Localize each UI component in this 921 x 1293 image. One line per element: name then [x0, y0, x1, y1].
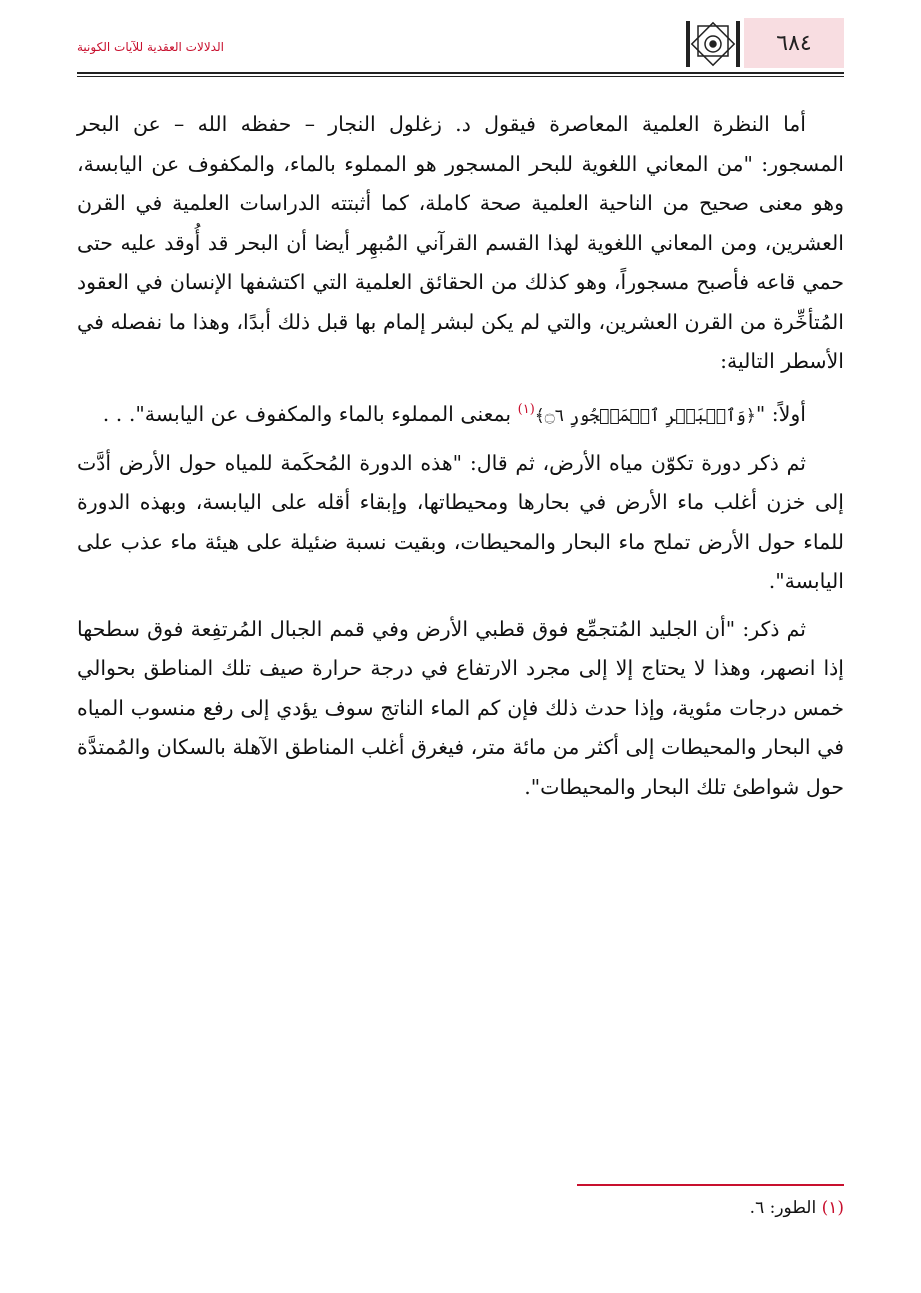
- footnote: [750, 1198, 844, 1218]
- running-title: الدلالات العقدية للآيات الكونية: [77, 40, 224, 54]
- footnote-separator: [577, 1184, 844, 1186]
- paragraph-2: ثم ذكر دورة تكوّن مياه الأرض، ثم قال: "هذه الدورة المُحكَمة للمياه حول الأرض أدَّت إلى خزن أغلب ماء الأرض في بحارها ومحيطاتها، وإبقاء أقله على اليابسة، وبهذه الدورة للماء حول الأرض تملح ماء البحار والمحيطات، وبقيت نسبة ضئيلة على هيئة ماء عذب على اليابسة".: [77, 450, 844, 594]
- islamic-ornament-icon: [685, 20, 741, 68]
- quote-prefix: أولاً: ": [755, 401, 806, 426]
- quran-verse: ﴿وَٱلۡبَحۡرِ ٱلۡمَسۡجُورِ ۝٦﴾: [534, 405, 756, 426]
- main-text: [77, 105, 844, 807]
- footnote-text: الطور: ٦.: [749, 1198, 822, 1218]
- page-header: [77, 18, 844, 70]
- quote-paragraph: [77, 390, 844, 436]
- paragraph-1: أما النظرة العلمية المعاصرة فيقول د. زغلول النجار – حفظه الله – عن البحر المسجور: "من المعاني اللغوية للبحر المسجور هو المملوء بالماء، والمكفوف عن اليابسة، وهو معنى صحيح من الناحية العلمية صحة كاملة، كما أثبتته الدراسات العلمية في القرن العشرين، ومن المعاني اللغوية لهذا القسم القرآني المُبهِر أيضا أن البحر قد أُوقد عليه حتى حمي قاعه فأصبح مسجوراً، وهو كذلك من الحقائق العلمية التي اكتشفها الإنسان في العقود المُتأخِّرة من القرن العشرين، والتي لم يكن لبشر إلمام بها قبل ذلك أبدًا، وهذا ما نفصله في الأسطر التالية:: [77, 112, 844, 373]
- quote-suffix: بمعنى المملوء بالماء والمكفوف عن اليابسة". . .: [102, 401, 518, 426]
- header-rule: [77, 72, 844, 74]
- footnote-ref[interactable]: (١): [517, 401, 535, 417]
- header-rule-thin: [77, 76, 844, 77]
- footnote-number: (١): [821, 1198, 844, 1218]
- page-number: ٦٨٤: [744, 18, 844, 68]
- paragraph-3: ثم ذكر: "أن الجليد المُتجمِّع فوق قطبي الأرض وفي قمم الجبال المُرتفِعة فوق سطحها إذا انصهر، وهذا لا يحتاج إلا إلى مجرد الارتفاع في درجة حرارة صيف تلك المناطق بحوالي خمس درجات مئوية، وإذا حدث ذلك فإن كم الماء الناتج سوف يؤدي إلى رفع منسوب المياه في البحار والمحيطات إلى أكثر من مائة متر، فيغرق أغلب المناطق الآهلة بالسكان والمُمتدَّة حول شواطئ تلك البحار والمحيطات".: [77, 616, 844, 799]
